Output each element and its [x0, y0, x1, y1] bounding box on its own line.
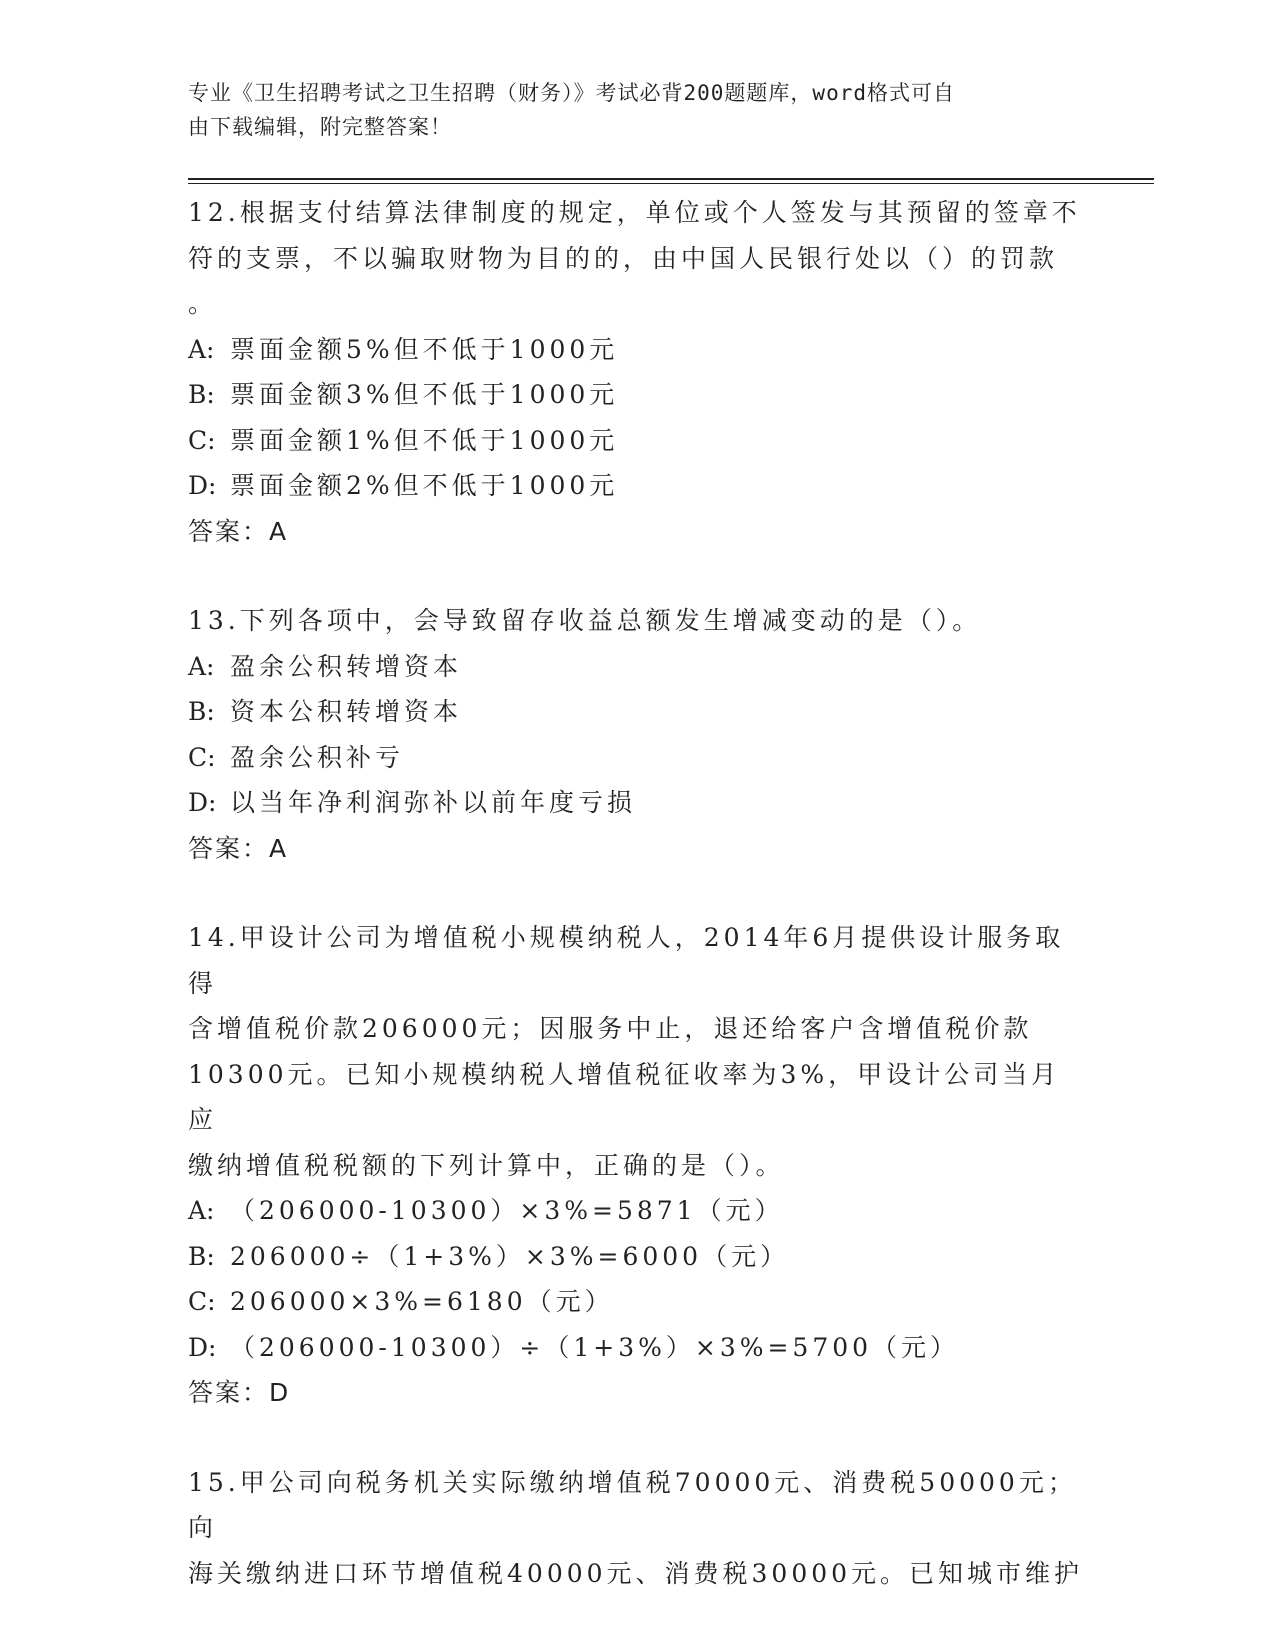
header-divider-thin [188, 183, 1154, 184]
question-12-stem-line-1: 12.根据支付结算法律制度的规定，单位或个人签发与其预留的签章不 [188, 198, 1081, 227]
question-12-option-b [188, 372, 1088, 418]
option-letter: D: [188, 1332, 217, 1362]
question-12-stem-line-3: 。 [188, 289, 214, 318]
question-13-stem-line-1: 13.下列各项中，会导致留存收益总额发生增减变动的是（）。 [188, 606, 982, 635]
question-13-option-c [188, 735, 1088, 781]
option-text: 票面金额3%但不低于1000元 [230, 380, 619, 409]
question-12-option-a [188, 327, 1088, 373]
option-text: 票面金额5%但不低于1000元 [230, 334, 619, 364]
option-text: 资本公积转增资本 [230, 697, 463, 726]
question-12 [188, 190, 1088, 554]
option-letter: B: [188, 697, 215, 726]
option-text: （206000-10300）÷（1+3%）×3%=5700（元） [230, 1332, 960, 1362]
question-14 [188, 915, 1088, 1416]
option-text: （206000-10300）×3%=5871（元） [230, 1196, 784, 1225]
question-14-answer: 答案：D [188, 1378, 291, 1407]
option-letter: A: [188, 334, 215, 364]
option-text: 206000÷（1+3%）×3%=6000（元） [230, 1241, 790, 1271]
option-letter: C: [188, 742, 216, 772]
question-14-stem-line-2: 含增值税价款206000元；因服务中止，退还给客户含增值税价款 [188, 1014, 1033, 1043]
option-letter: B: [188, 380, 215, 409]
option-letter: D: [188, 471, 217, 500]
question-14-option-a [188, 1188, 1088, 1234]
option-letter: B: [188, 1241, 215, 1271]
question-13-option-a [188, 644, 1088, 690]
question-14-stem-line-4: 缴纳增值税税额的下列计算中，正确的是（）。 [188, 1150, 785, 1180]
question-12-stem-line-2: 符的支票，不以骗取财物为目的的，由中国人民银行处以（）的罚款 [188, 243, 1059, 273]
question-13-answer: 答案：A [188, 833, 289, 863]
option-text: 以当年净利润弥补以前年度亏损 [230, 788, 637, 817]
option-text: 票面金额2%但不低于1000元 [230, 471, 619, 500]
question-12-answer: 答案：A [188, 516, 289, 546]
question-15 [188, 1460, 1088, 1597]
question-15-stem-line-1: 15.甲公司向税务机关实际缴纳增值税70000元、消费税50000元；向 [188, 1467, 1077, 1542]
question-13-option-d [188, 780, 1088, 826]
option-letter: C: [188, 425, 216, 455]
question-14-option-c [188, 1279, 1088, 1325]
option-text: 盈余公积转增资本 [230, 651, 463, 681]
document-header [188, 76, 1088, 144]
question-13-option-b [188, 689, 1088, 735]
question-12-option-c [188, 418, 1088, 464]
question-list [188, 190, 1088, 1640]
option-text: 206000×3%=6180（元） [230, 1287, 614, 1316]
question-15-stem-line-2: 海关缴纳进口环节增值税40000元、消费税30000元。已知城市维护 [188, 1558, 1084, 1588]
question-14-option-d [188, 1325, 1088, 1371]
question-14-option-b [188, 1234, 1088, 1280]
header-line-2: 由下载编辑，附完整答案！ [188, 115, 452, 139]
option-letter: A: [188, 651, 215, 681]
option-letter: D: [188, 788, 217, 817]
option-text: 盈余公积补亏 [230, 742, 405, 772]
question-14-stem-line-1: 14.甲设计公司为增值税小规模纳税人，2014年6月提供设计服务取得 [188, 923, 1065, 998]
option-letter: A: [188, 1196, 215, 1225]
question-13 [188, 598, 1088, 871]
question-14-stem-line-3: 10300元。已知小规模纳税人增值税征收率为3%，甲设计公司当月应 [188, 1059, 1061, 1134]
option-letter: C: [188, 1287, 216, 1316]
question-12-option-d [188, 463, 1088, 509]
header-divider-thick [188, 178, 1154, 180]
header-line-1: 专业《卫生招聘考试之卫生招聘（财务）》考试必背200题题库，word格式可自 [188, 81, 955, 105]
option-text: 票面金额1%但不低于1000元 [230, 425, 619, 455]
